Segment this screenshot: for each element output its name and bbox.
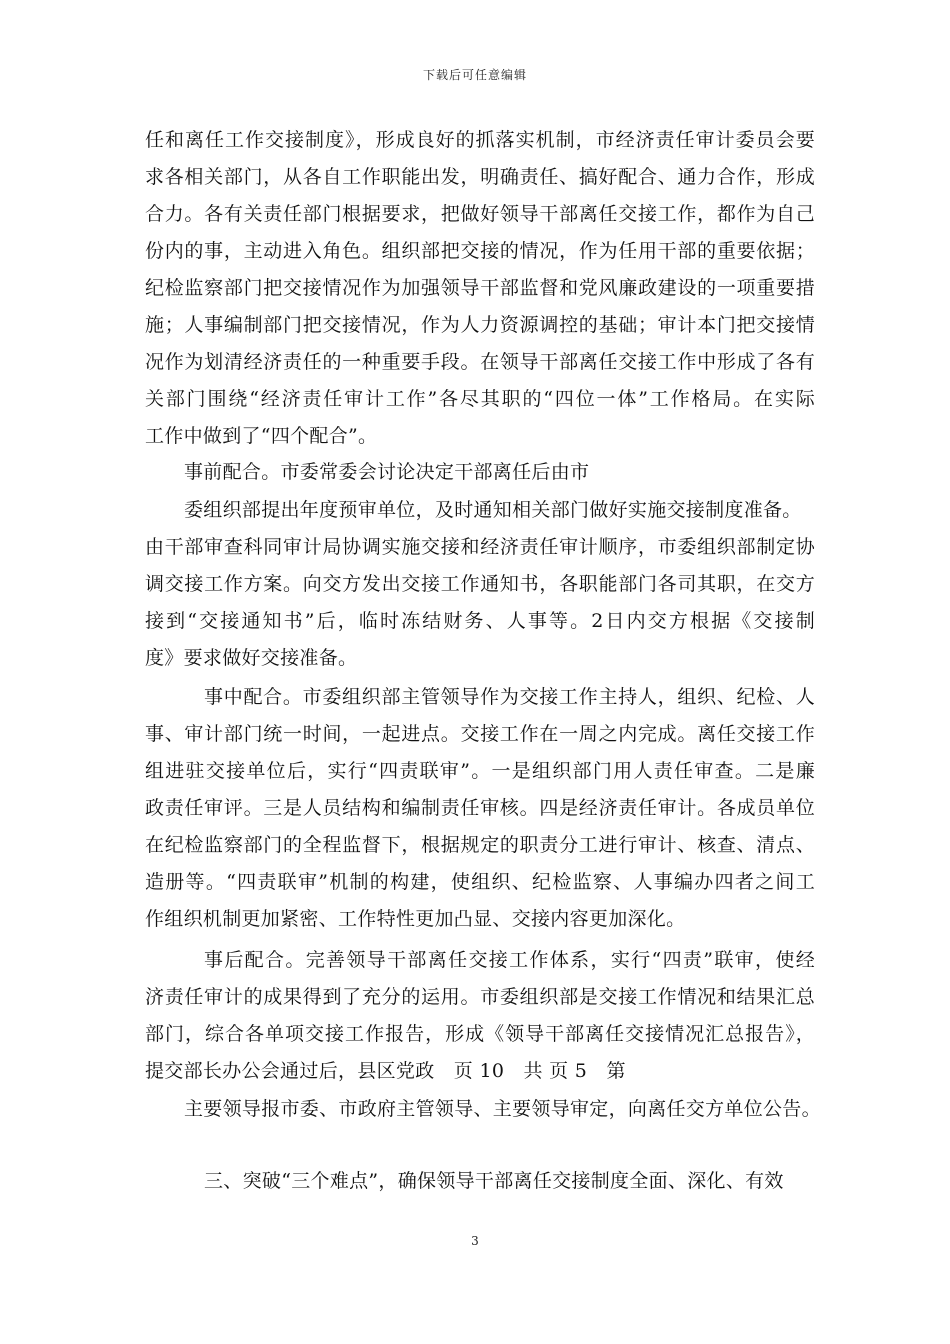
paragraph-line: 工作中做到了“四个配合”。 — [145, 425, 378, 447]
paragraph-line: 在纪检监察部门的全程监督下，根据规定的职责分工进行审计、核查、清点、 — [145, 834, 815, 856]
page-number: 3 — [471, 1234, 479, 1248]
paragraph-line: 纪检监察部门把交接情况作为加强领导干部监督和党风廉政建设的一项重要措 — [145, 277, 815, 299]
paragraph-line: 合力。各有关责任部门根据要求，把做好领导干部离任交接工作，都作为自己 — [145, 203, 815, 225]
paragraph-line: 造册等。“四责联审”机制的构建，使组织、纪检监察、人事编办四者之间工 — [145, 871, 815, 893]
paragraph-line: 调交接工作方案。向交方发出交接工作通知书，各职能部门各司其职，在交方 — [145, 573, 815, 595]
paragraph-line: 任和离任工作交接制度》，形成良好的抓落实机制，市经济责任审计委员会要 — [145, 129, 815, 151]
paragraph-line: 委组织部提出年度预审单位，及时通知相关部门做好实施交接制度准备。 — [184, 499, 802, 521]
paragraph-line: 主要领导报市委、市政府主管领导、主要领导审定，向离任交方单位公告。 — [184, 1098, 821, 1120]
paragraph-line: 关部门围绕“经济责任审计工作”各尽其职的“四位一体”工作格局。在实际 — [145, 388, 815, 410]
paragraph-line: 况作为划清经济责任的一种重要手段。在领导干部离任交接工作中形成了各有 — [145, 351, 815, 373]
paragraph-line: 事中配合。市委组织部主管领导作为交接工作主持人，组织、纪检、人 — [204, 686, 815, 708]
page-header: 下载后可任意编辑 — [422, 68, 527, 82]
paragraph-line: 由干部审查科同审计局协调实施交接和经济责任审计顺序，市委组织部制定协 — [145, 536, 815, 558]
paragraph-line: 份内的事，主动进入角色。组织部把交接的情况，作为任用干部的重要依据； — [145, 240, 815, 262]
paragraph-line: 度》要求做好交接准备。 — [145, 647, 358, 669]
paragraph-line: 求各相关部门，从各自工作职能出发，明确责任、搞好配合、通力合作，形成 — [145, 166, 815, 188]
paragraph-line: 接到“交接通知书”后，临时冻结财务、人事等。2日内交方根据《交接制 — [145, 610, 815, 632]
paragraph-line: 事前配合。市委常委会讨论决定干部离任后由市 — [184, 461, 590, 483]
paragraph-line: 事、审计部门统一时间，一起进点。交接工作在一周之内完成。离任交接工作 — [145, 723, 815, 745]
paragraph-line: 部门，综合各单项交接工作报告，形成《领导干部离任交接情况汇总报告》， — [145, 1023, 815, 1045]
paragraph-line: 组进驻交接单位后，实行“四责联审”。一是组织部门用人责任审查。二是廉 — [145, 760, 815, 782]
paragraph-line: 济责任审计的成果得到了充分的运用。市委组织部是交接工作情况和结果汇总 — [145, 986, 815, 1008]
paragraph-line: 政责任审评。三是人员结构和编制责任审核。四是经济责任审计。各成员单位 — [145, 797, 815, 819]
paragraph-line: 施；人事编制部门把交接情况，作为人力资源调控的基础；审计本门把交接情 — [145, 314, 815, 336]
section-heading: 三、突破“三个难点”，确保领导干部离任交接制度全面、深化、有效 — [204, 1170, 784, 1192]
paragraph-line: 事后配合。完善领导干部离任交接工作体系，实行“四责”联审，使经 — [204, 949, 815, 971]
paragraph-line: 提交部长办公会通过后，县区党政 页 10 共 页 5 第 — [145, 1060, 626, 1082]
paragraph-line: 作组织机制更加紧密、工作特性更加凸显、交接内容更加深化。 — [145, 908, 686, 930]
